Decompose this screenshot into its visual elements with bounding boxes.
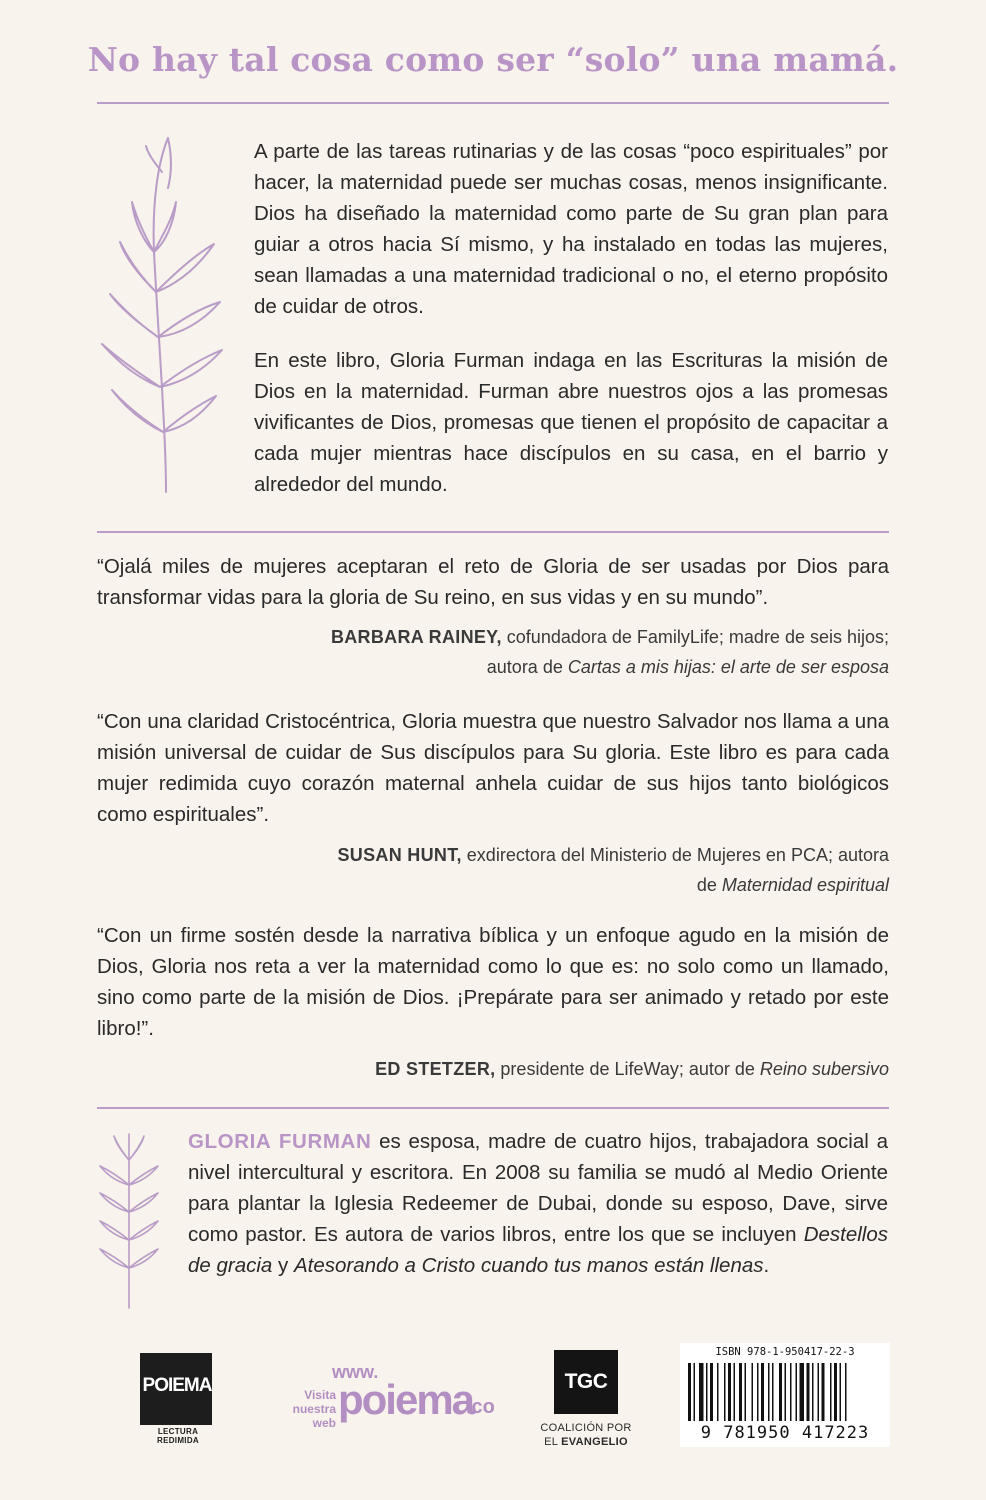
bio-book-2: Atesorando a Cristo cuando tus manos están llenas (294, 1254, 764, 1277)
tgc-caption-evangelio: EVANGELIO (561, 1436, 628, 1448)
divider (97, 1107, 889, 1109)
bio-and: y (272, 1254, 294, 1277)
tgc-caption-el: EL (544, 1436, 562, 1448)
poiema-wordmark: POIEMA (142, 1375, 212, 1396)
tgc-logo-mark: TGC (554, 1350, 618, 1414)
bio-end: . (763, 1254, 770, 1277)
intro-paragraph-2: En este libro, Gloria Furman indaga en las Escrituras la misión de Dios en la maternidad. Furman abre nuestros ojos a las promesas vivificantes de Dios, promesas que tienen el propósito de capacitar a cada mujer mientras hace discípulos en su casa, en el barrio y alrededor del mundo. (254, 349, 888, 496)
author-name: GLORIA FURMAN (188, 1130, 372, 1153)
tgc-logo (538, 1350, 638, 1450)
poiema-tagline: LECTURA REDIMIDA (157, 1427, 199, 1445)
divider (97, 531, 889, 533)
isbn-label: ISBN 978-1-950417-22-3 (715, 1346, 855, 1358)
endorser-book: Cartas a mis hijas: el arte de ser esposa (567, 657, 889, 677)
endorser-name: BARBARA RAINEY, (330, 627, 502, 647)
leaf-sprig-icon (96, 132, 226, 497)
endorser-name: SUSAN HUNT, (337, 845, 462, 865)
endorsement-quote-3: “Con un firme sostén desde la narrativa bíblica y un enfoque agudo en la misión de Dios, Gloria nos reta a ver la maternidad como lo que es: no solo como un llamado, sino como parte de la misión de Dios. ¡Prepárate para ser animado y retado por este libro!”. (97, 924, 889, 1040)
website-visit-label: Visita nuestra web (292, 1388, 336, 1430)
tgc-caption-line2 (538, 1436, 634, 1448)
tgc-caption-line1: COALICIÓN POR (540, 1422, 632, 1434)
endorsement-attribution-3 (329, 1054, 889, 1084)
endorser-book: Maternidad espiritual (721, 875, 889, 895)
endorser-role: cofundadora de FamilyLife; madre de seis hijos; autora de (486, 627, 889, 677)
isbn-barcode (680, 1343, 890, 1447)
author-bio (188, 1126, 888, 1281)
leaf-sprig-icon (96, 1130, 162, 1310)
website-www: www. (332, 1362, 379, 1382)
endorser-role: exdirectora del Ministerio de Mujeres en PCA; autora de (461, 845, 889, 895)
headline: No hay tal cosa como ser “solo” una mamá. (87, 40, 899, 79)
website-tld: .co (466, 1396, 495, 1418)
intro-paragraph-1: A parte de las tareas rutinarias y de las cosas “poco espirituales” por hacer, la maternidad puede ser muchas cosas, menos insignificante. Dios ha diseñado la maternidad como parte de Su gran plan para guiar a otros hacia Sí mismo, y ha instalado en todas las mujeres, sean llamadas a una maternidad tradicional o no, el eterno propósito de cuidar de otros. (254, 140, 888, 318)
endorsement-attribution-2 (329, 840, 889, 900)
isbn-digits: 9 781950 417223 (700, 1423, 870, 1443)
bio-book-1: Destellos de gracia (188, 1223, 888, 1277)
bio-text: es esposa, madre de cuatro hijos, trabajadora social a nivel intercultural y escritora. En 2008 su familia se mudó al Medio Oriente para plantar la Iglesia Redeemer de Dubai, donde su esposo, Dave, sirve como pastor. Es autora de varios libros, entre los que se incluyen (188, 1130, 888, 1246)
endorser-book: Reino subersivo (759, 1059, 889, 1079)
poiema-logo (136, 1345, 226, 1445)
endorsement-quote-2: “Con una claridad Cristocéntrica, Gloria muestra que nuestro Salvador nos llama a una misión universal de cuidar de Sus discípulos para Su gloria. Este libro es para cada mujer redimida cuyo corazón maternal anhela cuidar de sus hijos tanto biológicos como espirituales”. (97, 710, 889, 826)
divider (97, 102, 889, 104)
endorser-role: presidente de LifeWay; autor de (495, 1059, 760, 1079)
website-logo (266, 1362, 506, 1432)
endorsement-quote-1: “Ojalá miles de mujeres aceptaran el reto de Gloria de ser usadas por Dios para transformar vidas para la gloria de Su reino, en sus vidas y en su mundo”. (97, 555, 889, 609)
barcode-bars (688, 1363, 882, 1421)
endorsement-attribution-1 (329, 622, 889, 682)
endorser-name: ED STETZER, (375, 1059, 496, 1079)
website-domain: poiema (338, 1376, 474, 1423)
